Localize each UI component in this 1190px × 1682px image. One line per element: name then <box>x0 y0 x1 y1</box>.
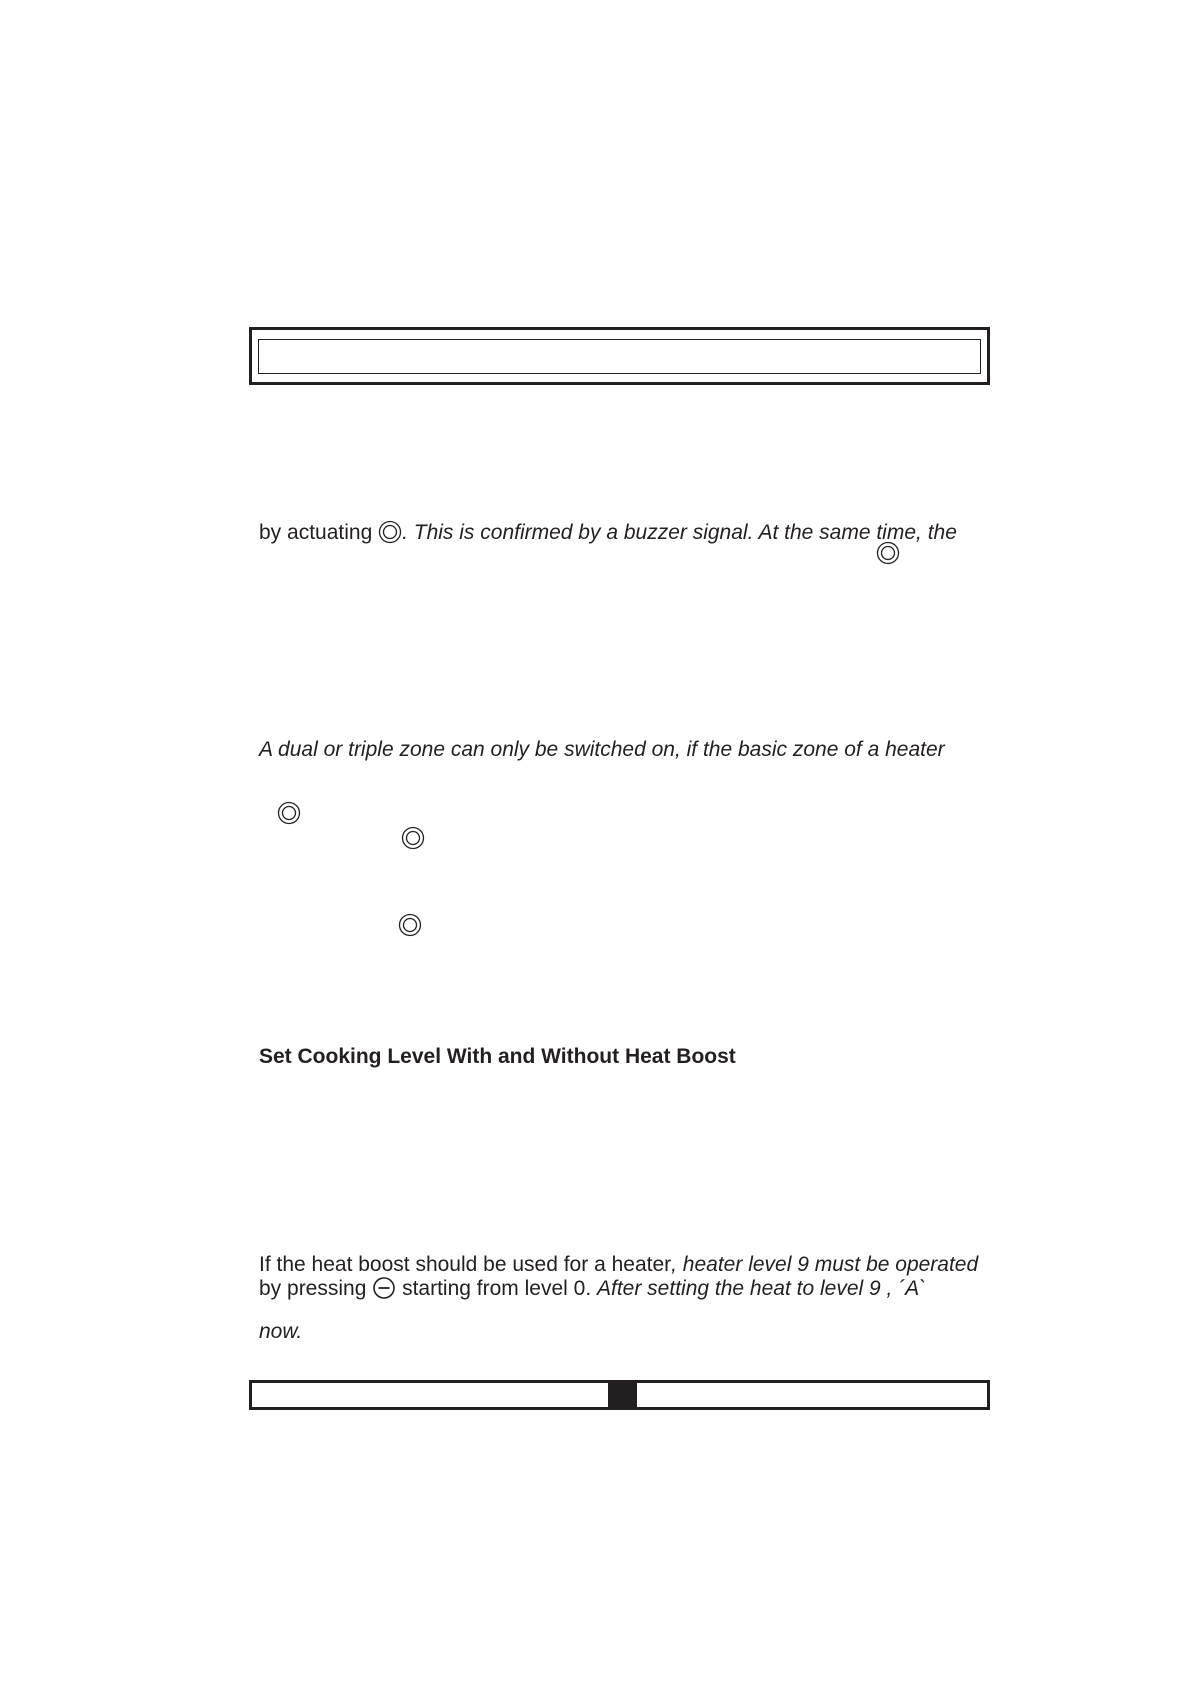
dual-ring-icon <box>277 801 301 825</box>
text-heat-boost-lead: If the heat boost should be used for a heate <box>259 1253 665 1276</box>
paragraph-3-line-2 <box>259 1276 926 1301</box>
paragraph-3-line-3: now. <box>259 1320 303 1343</box>
text-buzzer-confirm: . This is confirmed by a buzzer signal. At the same time, the <box>402 521 957 544</box>
minus-circle-icon <box>372 1276 396 1300</box>
text-by-actuating: by actuating <box>259 521 373 544</box>
text-heater-level-9: , heater level 9 must be operated <box>671 1253 979 1276</box>
paragraph-2-line-1: A dual or triple zone can only be switched on, if the basic zone of a heater <box>259 738 945 761</box>
text-after-setting: After setting the heat to level 9 , ´A` <box>597 1277 927 1300</box>
dual-ring-icon <box>378 520 402 544</box>
text-by-pressing: by pressing <box>259 1277 367 1300</box>
text-heat-boost-lead-end: r <box>664 1253 672 1276</box>
dual-ring-icon <box>876 541 900 565</box>
section-heading: Set Cooking Level With and Without Heat Boost <box>259 1045 736 1068</box>
paragraph-3-line-1 <box>259 1253 978 1277</box>
dual-ring-icon <box>398 913 422 937</box>
section-header-inner <box>258 339 981 374</box>
footer-bar <box>249 1380 990 1410</box>
page-number-block <box>608 1380 637 1410</box>
section-header-box <box>249 327 990 385</box>
paragraph-1-line-1 <box>259 520 957 545</box>
text-starting-from-level: starting from level 0. <box>402 1277 592 1300</box>
dual-ring-icon <box>401 826 425 850</box>
